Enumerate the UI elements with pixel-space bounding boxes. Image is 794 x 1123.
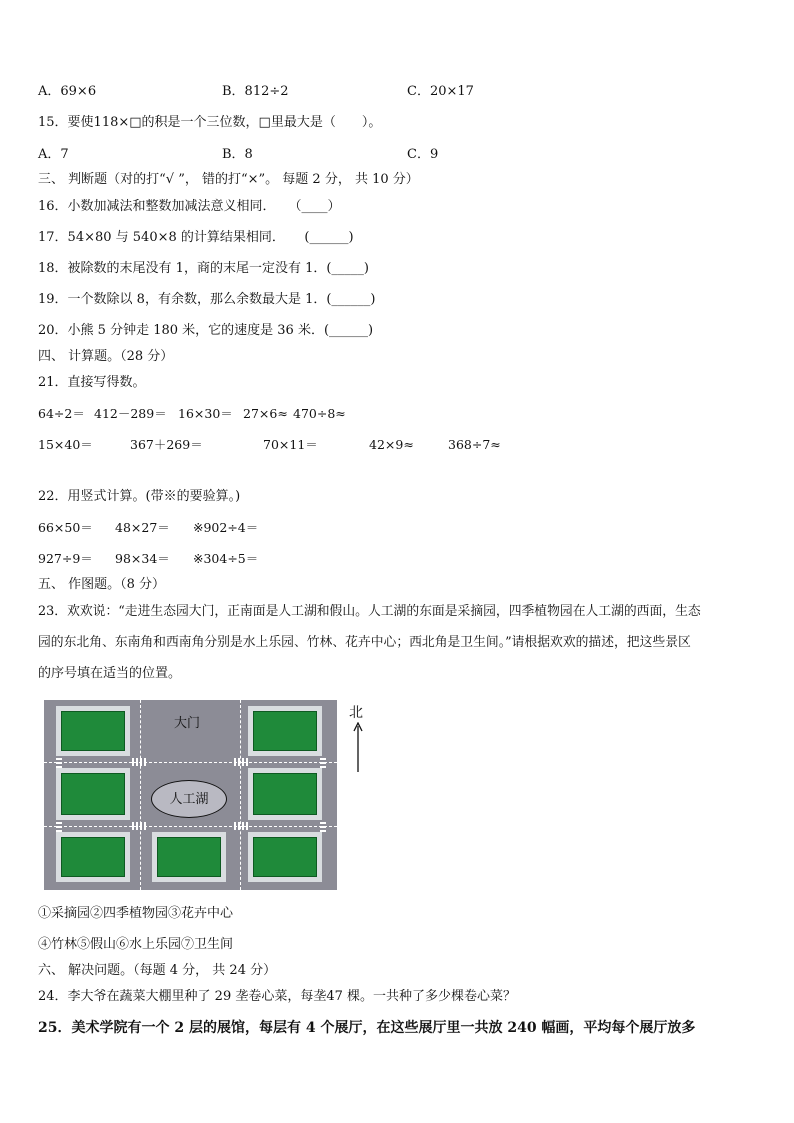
road-marking xyxy=(44,826,337,827)
park-map xyxy=(44,700,337,890)
section-3-title: 三、 判断题（对的打“√ ”， 错的打“×”。 每题 2 分， 共 10 分） xyxy=(38,172,419,187)
calc-item: 470÷8≈ xyxy=(293,406,346,421)
crosswalk xyxy=(320,822,326,832)
north-label: 北 xyxy=(349,705,363,721)
road-marking xyxy=(240,700,241,890)
calc-item: 15×40＝ xyxy=(38,437,93,452)
q14-option-b: B．812÷2 xyxy=(222,84,289,99)
map-plot xyxy=(56,706,130,756)
q14-option-c: C．20×17 xyxy=(407,84,474,99)
calc-item: 27×6≈ xyxy=(243,406,288,421)
q24-text: 24．李大爷在蔬菜大棚里种了 29 垄卷心菜，每垄47 棵。一共种了多少棵卷心菜？ xyxy=(38,989,517,1004)
calc-item: 927÷9＝ xyxy=(38,551,93,566)
q23-text-line1: 23．欢欢说：“走进生态园大门，正南面是人工湖和假山。人工湖的东面是采摘园，四季植物园在人工湖的西面，生态 xyxy=(38,604,701,619)
calc-item: 98×34＝ xyxy=(115,551,170,566)
q17-text: 17．54×80 与 540×8 的计算结果相同． (______) xyxy=(38,230,354,245)
calc-item: 16×30＝ xyxy=(178,406,233,421)
q20-text: 20．小熊 5 分钟走 180 米，它的速度是 36 米．(______) xyxy=(38,323,374,338)
crosswalk xyxy=(320,758,326,768)
crosswalk xyxy=(56,822,62,832)
map-plot xyxy=(248,706,322,756)
map-gate-label: 大门 xyxy=(174,716,201,731)
calc-item: 368÷7≈ xyxy=(448,437,501,452)
q18-text: 18．被除数的末尾没有 1，商的末尾一定没有 1．(_____) xyxy=(38,261,369,276)
calc-item: 42×9≈ xyxy=(369,437,414,452)
q23-text-line2: 园的东北角、东南角和西南角分别是水上乐园、竹林、花卉中心；西北角是卫生间。”请根据欢欢的描述，把这些景区 xyxy=(38,635,691,650)
q21-text: 21．直接写得数。 xyxy=(38,375,146,390)
section-6-title: 六、 解决问题。（每题 4 分， 共 24 分） xyxy=(38,963,277,978)
q15-option-c: C．9 xyxy=(407,147,439,162)
section-5-title: 五、 作图题。（8 分） xyxy=(38,577,166,592)
map-plot xyxy=(56,768,130,820)
q15-text: 15．要使118×□的积是一个三位数，□里最大是（ ）。 xyxy=(38,115,382,130)
q16-text: 16．小数加减法和整数加减法意义相同． （____） xyxy=(38,199,341,214)
calc-item: ※902÷4＝ xyxy=(193,520,259,535)
crosswalk xyxy=(56,758,62,768)
crosswalk xyxy=(234,822,248,830)
q19-text: 19．一个数除以 8，有余数，那么余数最大是 1．(______) xyxy=(38,292,376,307)
map-plot xyxy=(248,832,322,882)
crosswalk xyxy=(234,758,248,766)
map-lake-label: 人工湖 xyxy=(169,792,209,807)
q15-option-a: A．7 xyxy=(38,147,69,162)
map-legend-2: ④竹林⑤假山⑥水上乐园⑦卫生间 xyxy=(38,937,234,952)
map-plot xyxy=(152,832,226,882)
map-plot xyxy=(56,832,130,882)
north-arrow-icon xyxy=(353,722,363,772)
q14-option-a: A．69×6 xyxy=(38,84,97,99)
map-legend-1: ①采摘园②四季植物园③花卉中心 xyxy=(38,906,234,921)
crosswalk xyxy=(132,758,146,766)
q25-text: 25．美术学院有一个 2 层的展馆，每层有 4 个展厅，在这些展厅里一共放 240 幅画，平均每个展厅放多 xyxy=(38,1020,696,1036)
q23-text-line3: 的序号填在适当的位置。 xyxy=(38,666,182,681)
calc-item: 48×27＝ xyxy=(115,520,170,535)
calc-item: 412－289＝ xyxy=(94,406,167,421)
calc-item: 367＋269＝ xyxy=(130,437,203,452)
q22-text: 22．用竖式计算。(带※的要验算。) xyxy=(38,489,241,504)
crosswalk xyxy=(132,822,146,830)
q15-option-b: B．8 xyxy=(222,147,253,162)
calc-item: 64÷2＝ xyxy=(38,406,85,421)
map-plot xyxy=(248,768,322,820)
road-marking xyxy=(44,762,337,763)
calc-item: ※304÷5＝ xyxy=(193,551,259,566)
calc-item: 66×50＝ xyxy=(38,520,93,535)
section-4-title: 四、 计算题。（28 分） xyxy=(38,349,174,364)
calc-item: 70×11＝ xyxy=(263,437,318,452)
road-marking xyxy=(140,700,141,890)
